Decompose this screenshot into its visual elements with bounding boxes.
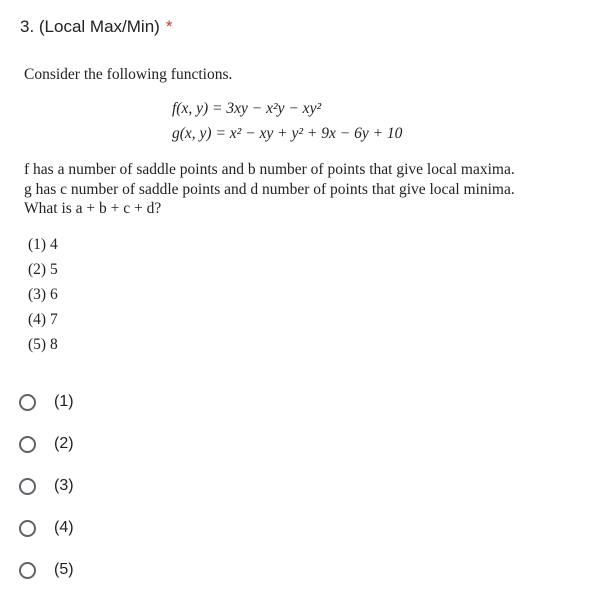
radio-button[interactable] <box>19 394 36 411</box>
radio-button[interactable] <box>19 436 36 453</box>
required-asterisk: * <box>165 17 173 36</box>
choice-item: (3) 6 <box>28 286 58 303</box>
statement-line-g: g has c number of saddle points and d number of points that give local minima. <box>24 180 515 198</box>
statement-line-f: f has a number of saddle points and b number of points that give local maxima. <box>24 161 515 178</box>
question-title-text: 3. (Local Max/Min) <box>20 17 160 36</box>
choice-item: (5) 8 <box>28 336 58 353</box>
problem-statement <box>24 160 594 219</box>
choice-item: (1) 4 <box>28 236 58 253</box>
choice-item: (4) 7 <box>28 311 58 328</box>
radio-option-3[interactable] <box>19 465 74 507</box>
answer-choices-list <box>28 232 58 357</box>
radio-option-4[interactable] <box>19 507 74 549</box>
radio-options <box>19 381 74 591</box>
choice-item: (2) 5 <box>28 261 58 278</box>
radio-option-5[interactable] <box>19 549 74 591</box>
radio-button[interactable] <box>19 562 36 579</box>
radio-option-label: (4) <box>54 519 74 536</box>
radio-option-label: (1) <box>54 393 74 410</box>
question-title <box>20 17 172 37</box>
equation-g: g(x, y) = x² − xy + y² + 9x − 6y + 10 <box>172 125 403 142</box>
radio-button[interactable] <box>19 520 36 537</box>
radio-button[interactable] <box>19 478 36 495</box>
radio-option-2[interactable] <box>19 423 74 465</box>
radio-option-1[interactable] <box>19 381 74 423</box>
radio-option-label: (3) <box>54 477 74 494</box>
problem-intro: Consider the following functions. <box>24 66 233 83</box>
equation-f: f(x, y) = 3xy − x²y − xy² <box>172 100 322 117</box>
statement-question: What is a + b + c + d? <box>24 200 162 217</box>
radio-option-label: (2) <box>54 435 74 452</box>
radio-option-label: (5) <box>54 561 74 578</box>
problem-image <box>24 66 594 353</box>
